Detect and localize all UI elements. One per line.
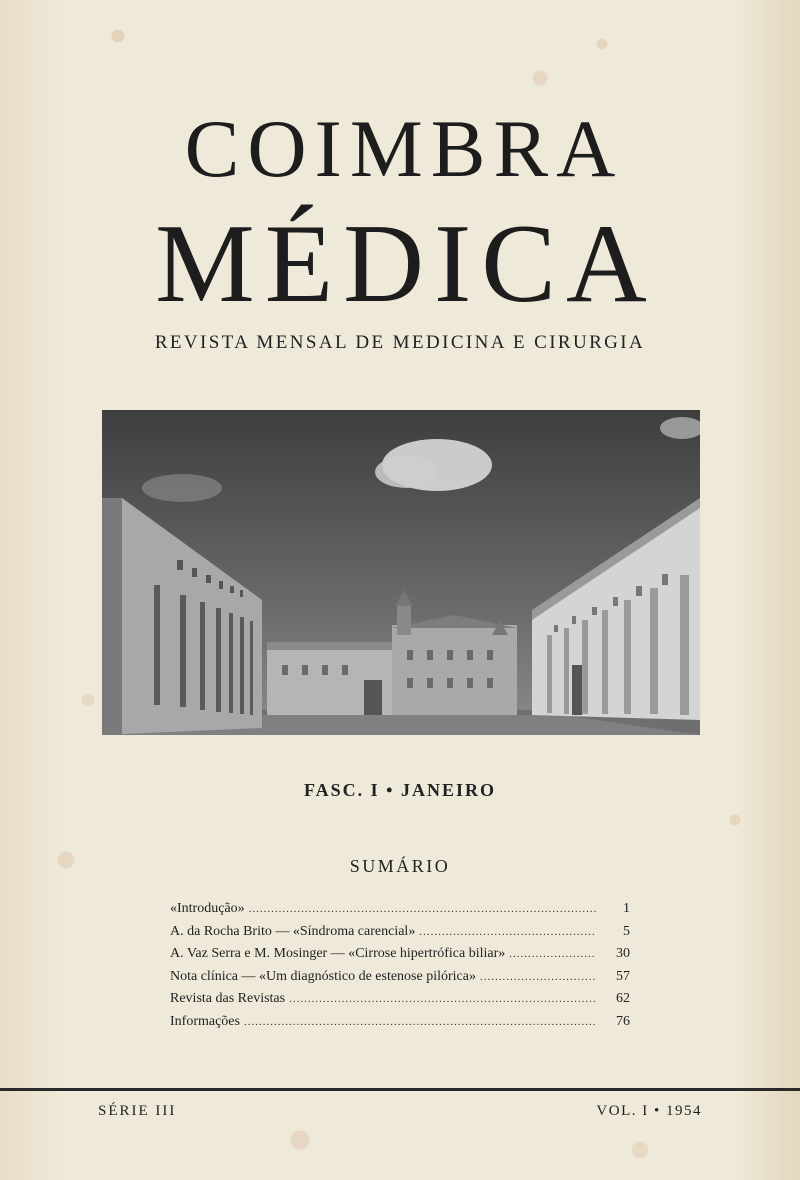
subtitle: REVISTA MENSAL DE MEDICINA E CIRURGIA (154, 332, 646, 353)
toc-entry (170, 988, 630, 1011)
toc-entry-title: Nota clínica — «Um diagnóstico de estenose pilórica» (170, 968, 476, 984)
volume-year-label: VOL. I • 1954 (596, 1103, 702, 1119)
dot-leader (509, 943, 596, 966)
toc-entry (170, 898, 630, 921)
issue-label: FASC. I • JANEIRO (304, 780, 496, 800)
toc-entry-page: 57 (616, 968, 630, 984)
title-coimbra: COIMBRA (184, 103, 624, 194)
dot-leader (419, 921, 596, 944)
toc-entry (170, 1011, 630, 1034)
title-medica: MÉDICA (155, 202, 657, 326)
dot-leader (289, 988, 596, 1011)
toc-entry (170, 966, 630, 989)
toc-entry-title: Revista das Revistas (170, 991, 286, 1007)
toc-entry-page: 62 (616, 991, 630, 1007)
toc-entry-title: A. Vaz Serra e M. Mosinger — «Cirrose hipertrófica biliar» (170, 946, 506, 962)
cover-photo-university-buildings (102, 410, 700, 735)
toc-entry (170, 921, 630, 944)
series-label: SÉRIE III (98, 1103, 177, 1119)
toc-entry (170, 943, 630, 966)
toc-entry-page: 1 (623, 901, 630, 916)
toc-entry-page: 30 (616, 946, 630, 962)
dot-leader (244, 1011, 596, 1034)
summary-heading: SUMÁRIO (349, 856, 451, 876)
toc-entry-title: Informações (170, 1013, 240, 1029)
toc-entry-title: «Introdução» (170, 901, 245, 916)
dot-leader (480, 966, 596, 989)
toc-entry-page: 76 (616, 1013, 630, 1029)
dot-leader (249, 898, 596, 921)
footer-divider (0, 1088, 800, 1091)
toc-entry-title: A. da Rocha Brito — «Síndroma carencial» (170, 923, 416, 939)
toc-entry-page: 5 (623, 923, 630, 939)
table-of-contents (170, 898, 630, 1034)
